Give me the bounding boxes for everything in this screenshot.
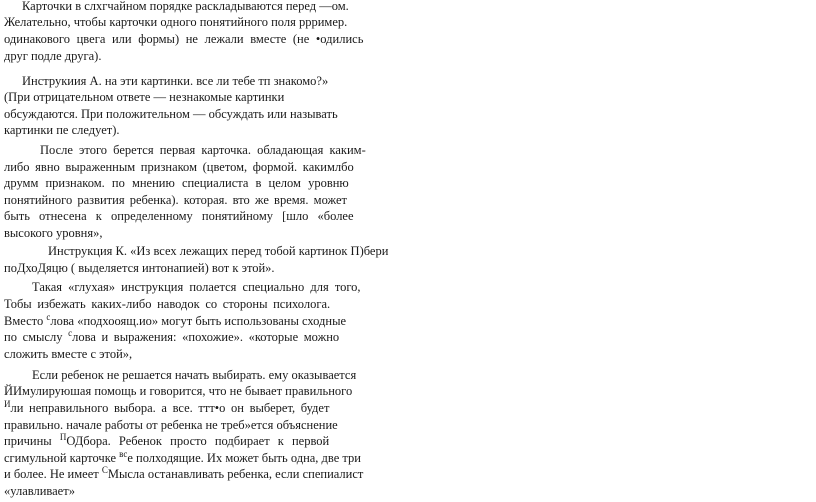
text-line: друмм признаком. по мнению специалиста в целом уровню xyxy=(4,176,349,191)
text-line: Тобы избежать каких-либо наводок со стороны психолога. xyxy=(4,296,331,311)
text-line: друг подле друга). xyxy=(4,48,102,63)
text-line xyxy=(4,398,330,416)
superscript-letter: с xyxy=(46,311,51,322)
text-fragment: лова «подхооящ.ио» могут быть использованы сходные xyxy=(50,313,347,328)
text-line: картинки пе следует). xyxy=(4,123,120,138)
text-fragment: ОДбора. Ребенок просто подбирает к первой xyxy=(66,434,330,449)
text-fragment: сгимульной карточке xyxy=(4,450,120,465)
text-line xyxy=(4,448,361,466)
text-line: Если ребенок не решается начать выбирать. ему оказывается xyxy=(32,367,357,382)
superscript-letter: с xyxy=(68,327,73,338)
text-line xyxy=(4,327,340,345)
text-line: Карточки в слхгчайном порядке раскладываются перед —ом. xyxy=(22,0,349,13)
text-line: высокого уровня», xyxy=(4,226,103,241)
text-line xyxy=(4,467,363,482)
text-fragment: причины xyxy=(4,434,60,449)
text-line xyxy=(4,311,347,329)
text-fragment: е полходящие. Их может быть одна, две три xyxy=(127,450,361,465)
superscript-letter: П xyxy=(59,432,67,443)
text-line: Такая «глухая» инструкция полается специально для того, xyxy=(32,280,361,295)
superscript-letter: И xyxy=(4,398,11,409)
text-line: понятийного развития ребенка). которая. вто же время. может xyxy=(4,192,347,207)
text-line: сложить вместе с этой», xyxy=(4,346,133,361)
text-line: ЙИмулируюшая помощь и говорится, что не бывает правильного xyxy=(4,384,353,399)
text-line: одинакового цвега или формы) не лежали вместе (не •одились xyxy=(4,31,364,46)
text-line: правильно. начале работы от ребенка не треб»ется объяснение xyxy=(4,417,338,432)
text-fragment: Мысла останавливать ребенка, если спепиалист xyxy=(107,467,364,482)
text-fragment: по смыслу xyxy=(4,330,69,345)
text-line: быть отнесена к определенному понятийному [шло «более xyxy=(4,209,354,224)
text-line: «улавливает» xyxy=(4,484,75,499)
text-line: Инструкция К. «Из всех лежащих перед тобой картинок П)бери xyxy=(48,244,389,259)
text-line: (При отрицательном ответе — незнакомые картинки xyxy=(4,90,285,105)
text-line: либо явно выраженным признаком (цветом, формой. какимлбо xyxy=(4,159,354,174)
text-fragment: лова и выражения: «похожие». «которые можно xyxy=(72,330,340,345)
text-line: поДхоДяцю ( выделяется интонапией) вот к этой». xyxy=(4,260,275,275)
text-fragment: и более. Не имеет xyxy=(4,467,102,482)
superscript-letter: С xyxy=(101,465,108,476)
text-line: обсуждаются. При положительном — обсуждать или называть xyxy=(4,106,338,121)
text-line: Инструкиия А. на эти картинки. все ли тебе тп знакомо?» xyxy=(22,73,329,88)
text-line xyxy=(4,434,329,449)
text-line: После этого берется первая карточка. обладающая каким- xyxy=(40,142,366,157)
text-fragment: ли неправильного выбора. а все. ттт•о он выберет, будет xyxy=(10,400,330,415)
text-line: Желательно, чтобы карточки одного понятийного поля ррример. xyxy=(4,15,348,30)
superscript-letter: вс xyxy=(119,448,128,459)
text-fragment: Вместо xyxy=(4,313,47,328)
